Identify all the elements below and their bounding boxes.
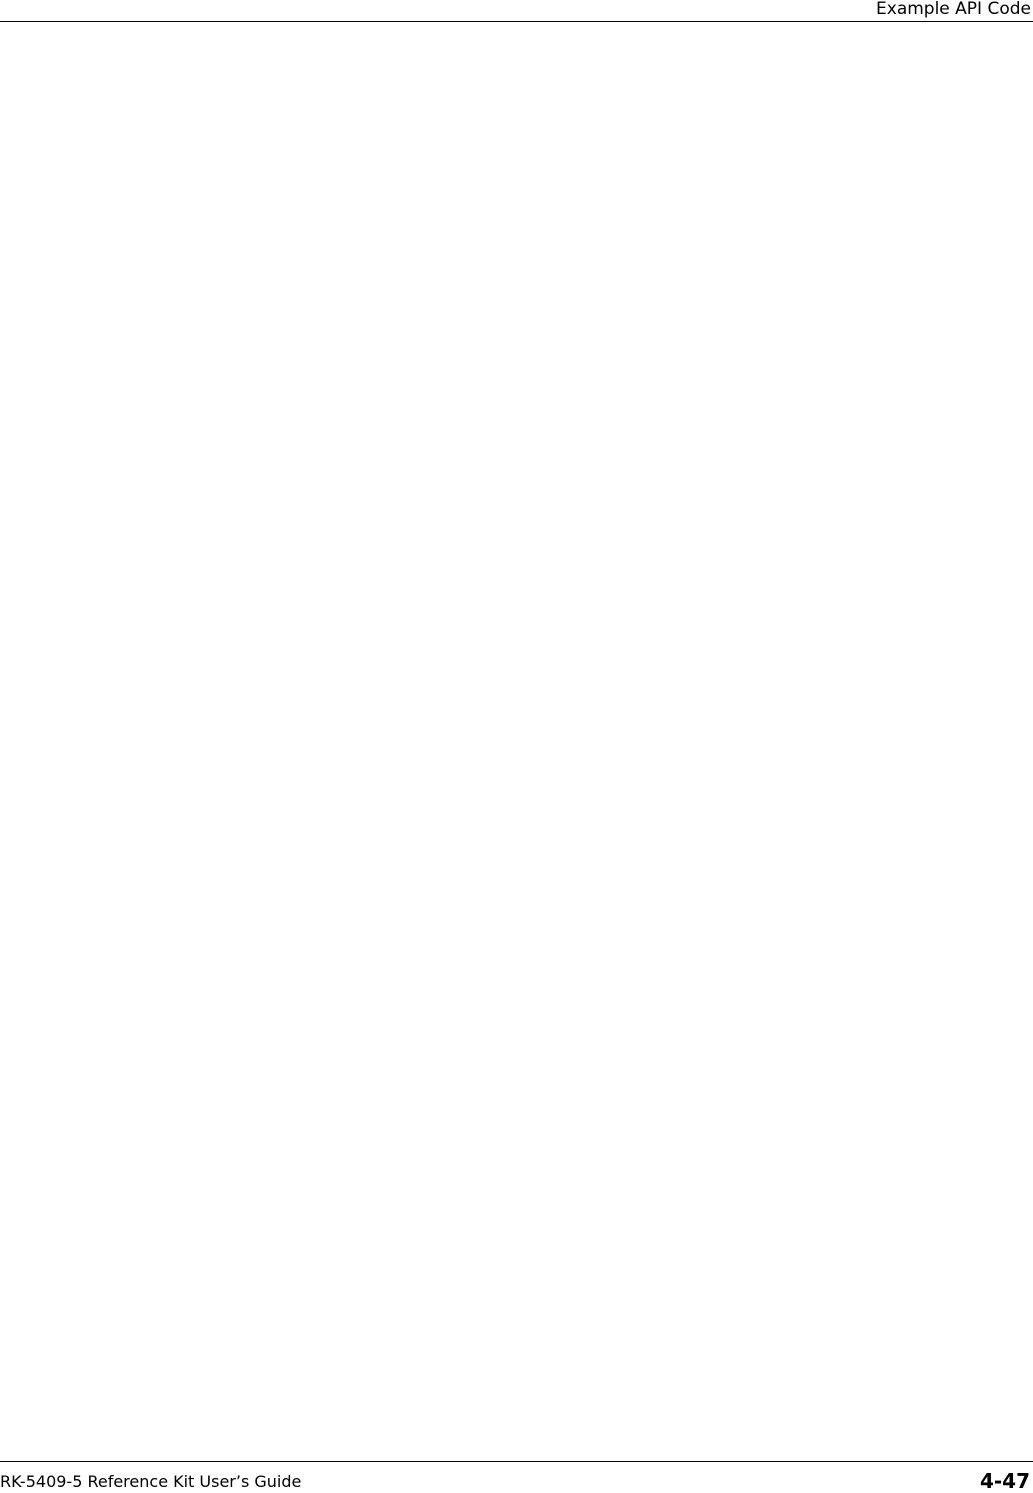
running-header-title: Example API Code <box>876 0 1031 19</box>
page-number: 4-47 <box>979 1469 1030 1493</box>
footer-guide-title: RK-5409-5 Reference Kit User’s Guide <box>0 1472 302 1491</box>
header-divider <box>0 21 1033 22</box>
footer-divider <box>0 1461 1033 1462</box>
